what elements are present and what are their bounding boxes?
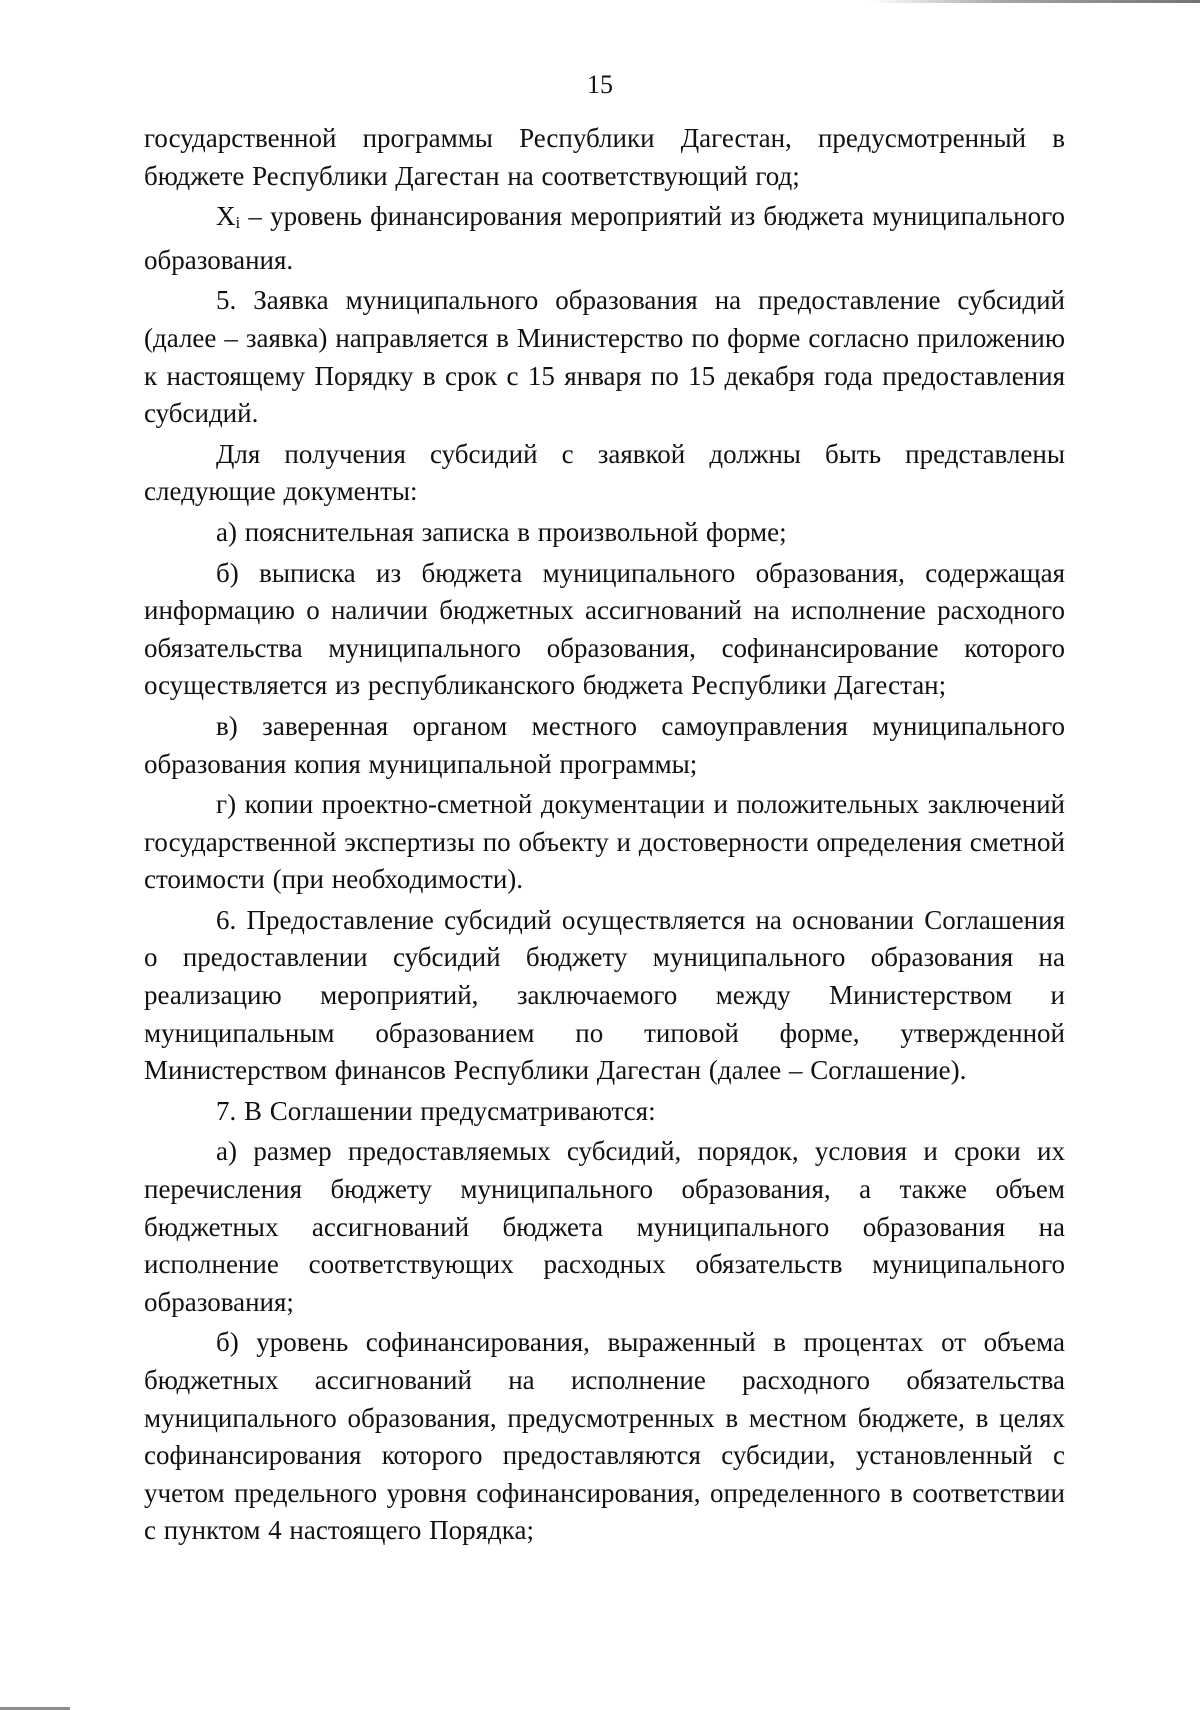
- variable-symbol: X: [216, 201, 236, 232]
- list-item-g: г) копии проектно-сметной документации и положительных заключений государственной экспертизы по объекту и достоверности определения сметной стоимости (при необходимости).: [144, 789, 1065, 895]
- list-item-b: б) выписка из бюджета муниципального образования, содержащая информацию о наличии бюджетных ассигнований на исполнение расходного обязательства муниципального образования, софинансирование которого осуществляется из республиканского бюджета Республики Дагестан;: [144, 557, 1065, 701]
- page-number: 15: [587, 70, 613, 99]
- paragraph-variable-xi: [144, 198, 1065, 279]
- paragraph-item-7: 7. В Соглашении предусматриваются:: [216, 1095, 656, 1126]
- paragraph-documents-intro: Для получения субсидий с заявкой должны быть представлены следующие документы:: [144, 438, 1065, 507]
- variable-subscript: i: [235, 213, 241, 233]
- agreement-item-a: а) размер предоставляемых субсидий, порядок, условия и сроки их перечисления бюджету муниципального образования, а также объем бюджетных ассигнований бюджета муниципального образования на исполнение соответствующих расходных обязательств муниципального образования;: [144, 1136, 1065, 1317]
- agreement-item-b: б) уровень софинансирования, выраженный в процентах от объема бюджетных ассигнований на исполнение расходного обязательства муниципального образования, предусмотренных в местном бюджете, в целях софинансирования которого предоставляются субсидии, установленный с учетом предельного уровня софинансирования, определенного в соответствии с пунктом 4 настоящего Порядка;: [144, 1327, 1065, 1546]
- document-body: [144, 120, 1065, 1553]
- variable-definition: – уровень финансирования мероприятий из бюджета муниципального образования.: [144, 201, 1065, 275]
- list-item-v: в) заверенная органом местного самоуправления муниципального образования копия муниципальной программы;: [144, 710, 1065, 779]
- paragraph-budget-program: государственной программы Республики Дагестан, предусмотренный в бюджете Республики Дагестан на соответствующий год;: [144, 123, 1065, 191]
- list-item-a: а) пояснительная записка в произвольной форме;: [216, 516, 787, 547]
- paragraph-item-5: 5. Заявка муниципального образования на предоставление субсидий (далее – заявка) направляется в Министерство по форме согласно приложению к настоящему Порядку в срок с 15 января по 15 декабря года предоставления субсидий.: [144, 285, 1065, 429]
- scan-edge-top: [870, 0, 1200, 3]
- paragraph-item-6: 6. Предоставление субсидий осуществляется на основании Соглашения о предоставлении субсидий бюджету муниципального образования на реализацию мероприятий, заключаемого между Министерством и муниципальным образованием по типовой форме, утвержденной Министерством финансов Республики Дагестан (далее – Соглашение).: [144, 904, 1065, 1086]
